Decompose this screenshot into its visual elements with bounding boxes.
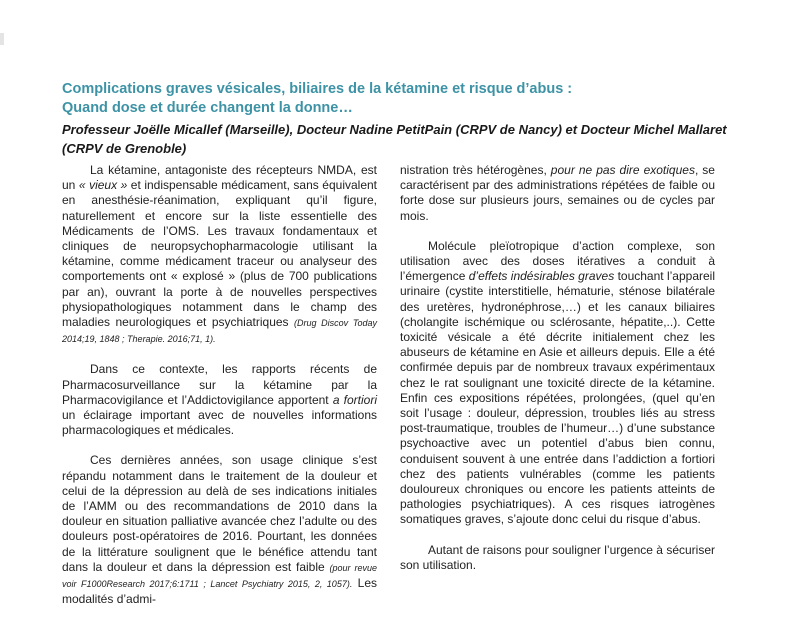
text-run: nistration très hétérogènes, bbox=[400, 163, 551, 177]
text-run: Dans ce contexte, les rapports récents de Pharmacosurveillance sur la kétamine par la Pharmacovigilance et l’Addictovigilance apportent bbox=[62, 362, 377, 407]
text-run: et indispensable médicament, sans équivalent en anesthésie-réanimation, expliquant qu’il figure, naturellement et encore sur la liste essentielle des Médicaments de l’OMS. Les travaux fondamentaux et cliniques de neuropsychopharmacologie utilisant la kétamine, comme médicament traceur ou analyseur des comportements ont « explosé » (plus de 700 publications par an), ouvrant la porte à de nouvelles perspectives physiopathologiques notamment dans le champ des maladies neurologiques et psychiatriques bbox=[62, 178, 378, 330]
text-run: touchant l’appareil urinaire (cystite interstitielle, hématurie, sténose bilatérale des uretères, hydronéphrose,…) et les canaux biliaires (cholangite ischémique ou sclérosante, hépatite,..). Cette toxicité vésicale a été décrite initialement chez les abuseurs de kétamine en Asie et ailleurs depuis. Elle a été confirmée depuis par de nombreux travaux expérimentaux chez le rat soulignant une toxicité directe de la kétamine. Enfin ces expositions répétées, prolongées, (quel qu’en soit l’usage : douleur, dépression, troubles liés au stress post-traumatique, troubles de l’humeur…) d’une substance psychoactive avec un potentiel d’abus bien connu, conduisent souvent à une entrée dans l’addiction a fortiori chez des patients vulnérables (comme les patients douloureux chroniques ou encore les patients atteints de pathologies psychiatriques). A ces risques iatrogènes somatiques graves, s’ajoute donc celui du risque d’abus. bbox=[400, 269, 715, 527]
emphasis: « vieux » bbox=[78, 178, 128, 193]
paragraph: Autant de raisons pour souligner l’urgence à sécuriser son utilisation. bbox=[400, 542, 715, 572]
reference: (Drug Discov Today 2014;19, 1848 ; Therapie. 2016;71, 1). bbox=[62, 318, 378, 345]
reference: (pour revue voir F1000Research 2017;6:1711 ; Lancet Psychiatry 2015, 2, 1057). bbox=[62, 562, 378, 590]
paragraph bbox=[62, 362, 377, 438]
title-line-2: Quand dose et durée changent la donne… bbox=[62, 100, 353, 116]
right-column bbox=[400, 163, 715, 588]
text-run: La kétamine, antagoniste des récepteurs NMDA, est un bbox=[62, 163, 377, 193]
text-run: Molécule pleïotropique d’action complexe, son utilisation avec des doses itératives a conduit à l’émergence bbox=[400, 238, 715, 284]
paragraph bbox=[400, 239, 715, 528]
emphasis: pour ne pas dire exotiques bbox=[550, 163, 695, 177]
page-edge-mark bbox=[0, 33, 4, 45]
article-title bbox=[62, 80, 762, 118]
emphasis: d’effets indésirables graves bbox=[468, 269, 615, 284]
text-run: Les modalités d’admi- bbox=[62, 576, 377, 607]
paragraph bbox=[400, 163, 715, 224]
text-run: , se caractérisent par des administrations répétées de faible ou forte dose sur plusieurs jours, semaines ou de cycles par mois. bbox=[400, 163, 715, 223]
title-line-1: Complications graves vésicales, biliaires de la kétamine et risque d’abus : bbox=[62, 81, 573, 97]
text-run: Ces dernières années, son usage clinique s’est répandu notamment dans le traitement de la douleur et celui de la dépression au delà de ses indications initiales de l’AMM ou des recommandations de 2010 dans la douleur en situation palliative avancée chez l’adulte ou des douleurs post-opératoires de 2016. Pourtant, les données de la littérature soulignent que le bénéfice attendu tant dans la douleur et dans la dépression est faible bbox=[62, 453, 377, 574]
article-authors: Professeur Joëlle Micallef (Marseille), Docteur Nadine PetitPain (CRPV de Nancy) et Docteur Michel Mallaret (CRPV de Grenoble) bbox=[62, 122, 727, 156]
paragraph bbox=[62, 163, 377, 347]
paragraph bbox=[62, 453, 377, 607]
emphasis: a fortiori bbox=[332, 392, 377, 407]
text-run: un éclairage important avec de nouvelles informations pharmacologiques et médicales. bbox=[62, 408, 377, 438]
left-column bbox=[62, 163, 377, 622]
